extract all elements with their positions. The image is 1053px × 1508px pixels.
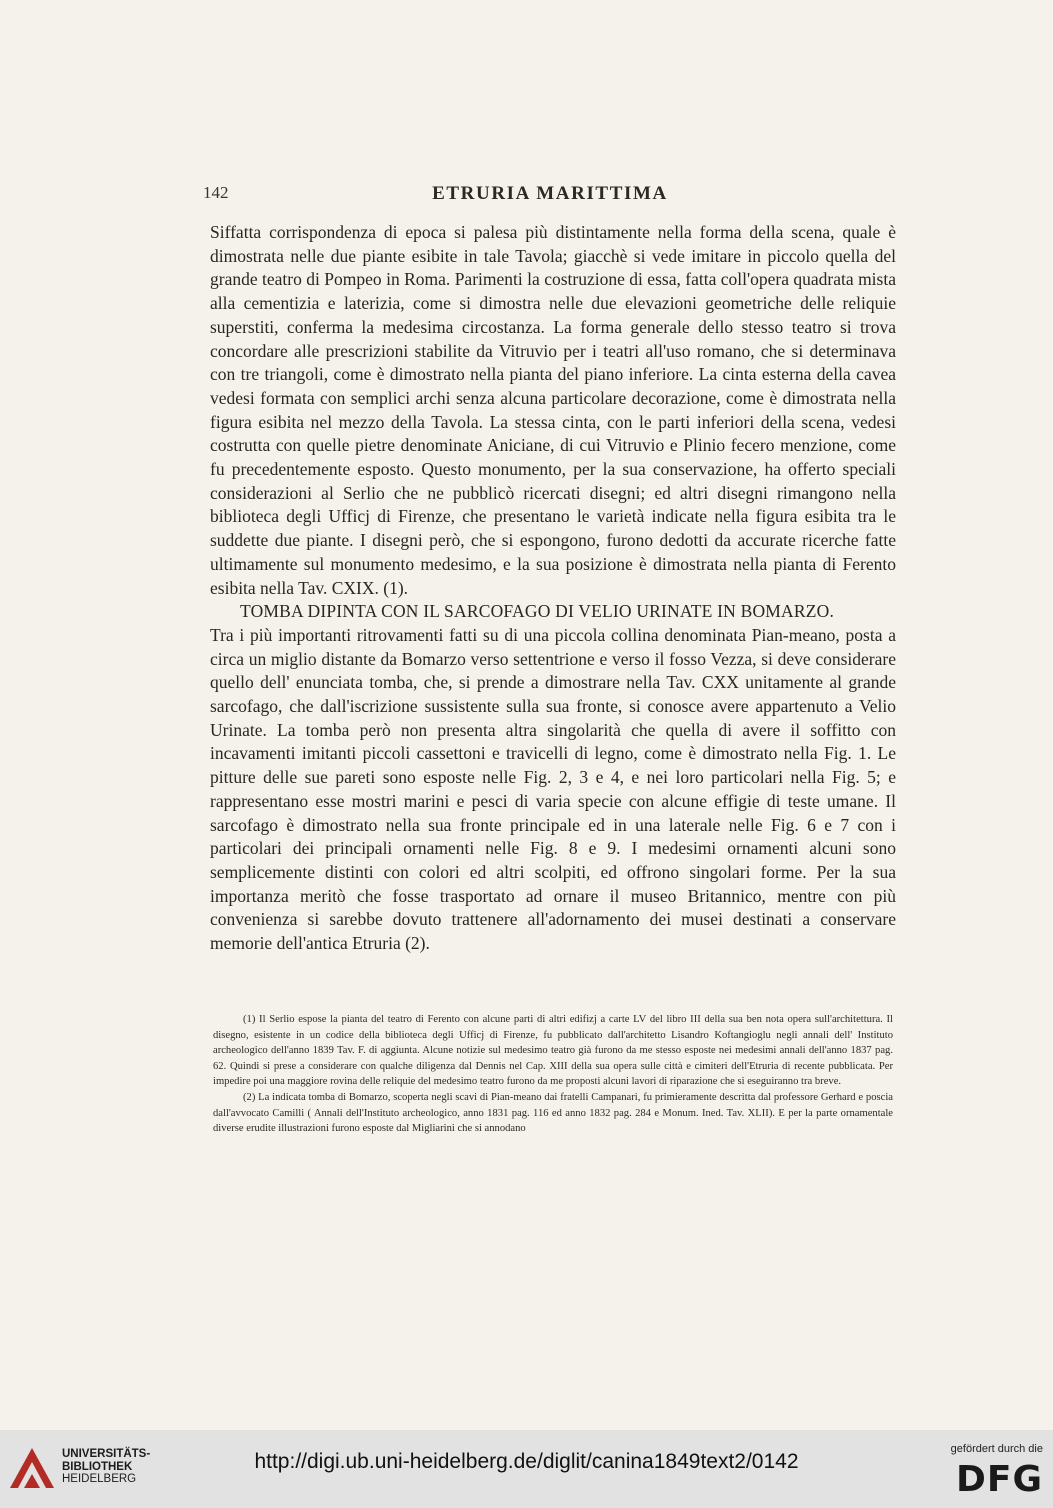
page-header bbox=[203, 183, 897, 207]
permalink-url[interactable]: http://digi.ub.uni-heidelberg.de/diglit/canina1849text2/0142 bbox=[254, 1450, 799, 1473]
footnote-1: (1) Il Serlio espose la pianta del teatro di Ferento con alcune parti di altri edifizj a carte LV del libro III della sua ben nota opera sull'architettura. Il disegno, esistente in un codice della biblioteca degli Ufficj di Firenze, fu pubblicato dall'architetto Lisandro Koftangioglu negli annali dell' Instituto archeologico dell'anno 1839 Tav. F. di aggiunta. Alcune notizie sul medesimo teatro già furono da me stesso esposte nei medesimi annali dell'anno 1837 pag. 62. Quindi si prese a considerare con qualche diligenza dal Dennis nel Cap. XIII della sua opera sulle città e cimiteri dell'Etruria di recente pubblicata. Per impedire poi una maggiore rovina delle reliquie del medesimo teatro furono da me proposti alcuni lavori di riparazione che si eseguiranno tra breve. bbox=[213, 1014, 893, 1088]
library-name-line-1: UNIVERSITÄTS- bbox=[62, 1448, 151, 1460]
dfg-logo[interactable]: DFG bbox=[955, 1459, 1043, 1500]
paragraph-1: Siffatta corrispondenza di epoca si palesa più distintamente nella forma della scena, quale è dimostrata nelle due piante esibite in tale Tavola; giacchè si vede imitare in piccolo quella del grande teatro di Pompeo in Roma. Parimenti la costruzione di essa, fatta coll'opera quadrata mista alla cementizia e laterizia, come si dimostra nelle due elevazioni geometriche delle reliquie superstiti, conferma la medesima circostanza. La forma generale dello stesso teatro si trova concordare alle prescrizioni stabilite da Vitruvio per i teatri all'uso romano, che si determinava con tre triangoli, come è dimostrato nella pianta del piano inferiore. La cinta esterna della cavea vedesi formata con semplici archi senza alcuna particolare decorazione, come è dimostrata nella figura esibita nel mezzo della Tavola. La stessa cinta, con le parti inferiori della scena, vedesi costrutta con quelle pietre denominate Aniciane, di cui Vitruvio e Plinio fecero menzione, come fu precedentemente esposto. Questo monumento, per la sua conservazione, ha offerto speciali considerazioni al Serlio che ne pubblicò ricercati disegni; ed altri disegni rimangono nella biblioteca degli Ufficj di Firenze, che presentano le varietà indicate nella figura esibita tra le suddette due piante. I disegni però, che si espongono, furono dedotti da accurate ricerche fatte ultimamente sul monumento medesimo, e la sua posizione è dimostrata nella pianta di Ferento esibita nella Tav. CXIX. (1). bbox=[210, 222, 896, 598]
viewer-footer bbox=[0, 1430, 1053, 1508]
footnote-2: (2) La indicata tomba di Bomarzo, scoperta negli scavi di Pian-meano dai fratelli Campanari, fu primieramente descritta dal professore Gerhard e poscia dall'avvocato Camilli ( Annali dell'Instituto archeologico, anno 1831 pag. 116 ed anno 1832 pag. 284 e Monum. Ined. Tav. XLII). E per la parte ornamentale diverse erudite illustrazioni furono esposte dal Migliarini che si annodano bbox=[213, 1091, 893, 1135]
body-text bbox=[210, 221, 896, 956]
footnotes bbox=[213, 1012, 893, 1137]
section-heading: TOMBA DIPINTA CON IL SARCOFAGO DI VELIO URINATE IN BOMARZO. bbox=[240, 601, 835, 622]
library-name-line-3: HEIDELBERG bbox=[62, 1473, 137, 1485]
funded-by-label: gefördert durch die bbox=[950, 1443, 1043, 1455]
paragraph-2: Tra i più importanti ritrovamenti fatti su di una piccola collina denominata Pian-meano, posta a circa un miglio distante da Bomarzo verso settentrione e verso il fosso Vezza, si deve considerare quello dell' enunciata tomba, che, si prende a dimostrare nella Tav. CXX unitamente al grande sarcofago, che dall'iscrizione sussistente sulla sua fronte, si conosce avere appartenuto a Velio Urinate. La tomba però non presenta altra singolarità che quella di avere il soffitto con incavamenti imitanti piccoli cassettoni e travicelli di legno, come è dimostrato nella Fig. 1. Le pitture delle sue pareti sono esposte nelle Fig. 2, 3 e 4, e nei loro particolari nella Fig. 5; e rappresentano esse mostri marini e pesci di varia specie con alcune effigie di teste umane. Il sarcofago è dimostrato nella sua fronte principale ed in una laterale nelle Fig. 6 e 7 con i particolari dei principali ornamenti nelle Fig. 8 e 9. I medesimi ornamenti alcuni sono semplicemente distinti con colori ed altri scolpiti, ed offrono singolari forme. Per la sua importanza meritò che fosse trasportato ad ornare il museo Britannico, mentre con più convenienza si sarebbe dovuto trattenere all'adornamento dei musei destinati a conservare memorie dell'antica Etruria (2). bbox=[210, 624, 896, 954]
running-title: ETRURIA MARITTIMA bbox=[432, 183, 668, 204]
page-number: 142 bbox=[203, 183, 229, 202]
library-name-line-2: BIBLIOTHEK bbox=[62, 1460, 133, 1473]
